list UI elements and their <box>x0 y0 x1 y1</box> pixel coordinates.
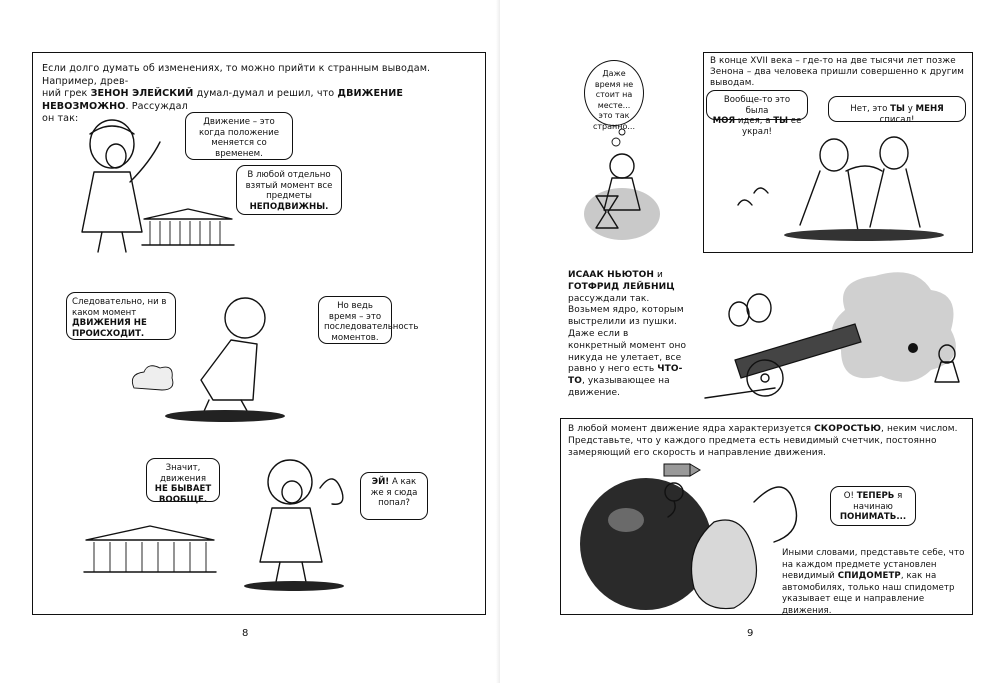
page-number-left: 8 <box>242 628 249 639</box>
bubble-motion-definition: Движение – это когда положение меняется со временем. <box>185 112 293 160</box>
temple-drawing <box>140 205 235 250</box>
thinker-with-hourglass <box>582 126 662 246</box>
bubble-no-motion: Значит, движения НЕ БЫВАЕТ ВООБЩЕ. <box>146 458 220 502</box>
left-page <box>0 0 500 683</box>
bubble-you-copied: Нет, это ТЫ у МЕНЯ списал! <box>828 96 966 122</box>
newton-leibniz-text: ИСААК НЬЮТОН и ГОТФРИД ЛЕЙБНИЦ рассуждали так. Возьмем ядро, которым выстрелили из пушки. Даже если в конкретный момент оно никуда не улетает, все равно у него есть ЧТО-ТО, указывающее на движение. <box>568 270 687 398</box>
thought-cloud-time: Даже время не стоит на месте... это так странно... <box>584 60 644 126</box>
speedometer-text: Иными словами, представьте себе, что на каждом предмете установлен невидимый СПИДОМЕТР, как на автомобилях, только наш спидометр указывает еще и направление движения. <box>782 548 965 616</box>
intro-line-3: он так: <box>42 113 79 124</box>
cannon-firing <box>695 270 985 405</box>
panel-bottom-caption: В любой момент движение ядра характеризуется СКОРОСТЬЮ, неким числом. Представьте, что у каждого предмета есть невидимый счетчик, постоянно замеряющий его скорость и направление движения. <box>568 424 958 458</box>
intro-line-1: Если долго думать об изменениях, то можно прийти к странным выводам. Например, древ- <box>42 63 431 87</box>
palace-drawing <box>80 522 220 582</box>
motion-impossible: ДВИЖЕНИЕ НЕВОЗМОЖНО <box>42 88 404 112</box>
bubble-hey: ЭЙ! А как же я сюда попал? <box>360 472 428 520</box>
bubble-all-still: В любой отдельно взятый момент все предметы НЕПОДВИЖНЫ. <box>236 165 342 215</box>
bubble-now-understand: О! ТЕПЕРЬ я начинаю ПОНИМАТЬ... <box>830 486 916 526</box>
bubble-my-idea: Вообще-то это была МОЯ идея, а ТЫ ее украл! <box>706 90 808 120</box>
zeno-figure-walking <box>175 292 295 422</box>
intro-line-2: ний грек ЗЕНОН ЭЛЕЙСКИЙ думал-думал и решил, что ДВИЖЕНИЕ НЕВОЗМОЖНО. Рассуждал <box>42 88 404 112</box>
panel-top-caption: В конце XVII века – где-то на две тысячи лет позже Зенона – два человека пришли совершенно к другим выводам. <box>710 56 965 88</box>
motion-cloud <box>128 362 178 398</box>
cannonball-with-speedometer <box>564 462 814 612</box>
right-page <box>500 0 1001 683</box>
newton-leibniz-arguing <box>724 125 964 245</box>
zeno-figure-arrived <box>240 448 360 598</box>
bubble-time-moments: Но ведь время – это последовательность моментов. <box>318 296 392 344</box>
page-number-right: 9 <box>747 628 754 639</box>
bubble-therefore: Следовательно, ни в каком момент ДВИЖЕНИЯ НЕ ПРОИСХОДИТ. <box>66 292 176 340</box>
zeno-name: ЗЕНОН ЭЛЕЙСКИЙ <box>90 88 194 99</box>
